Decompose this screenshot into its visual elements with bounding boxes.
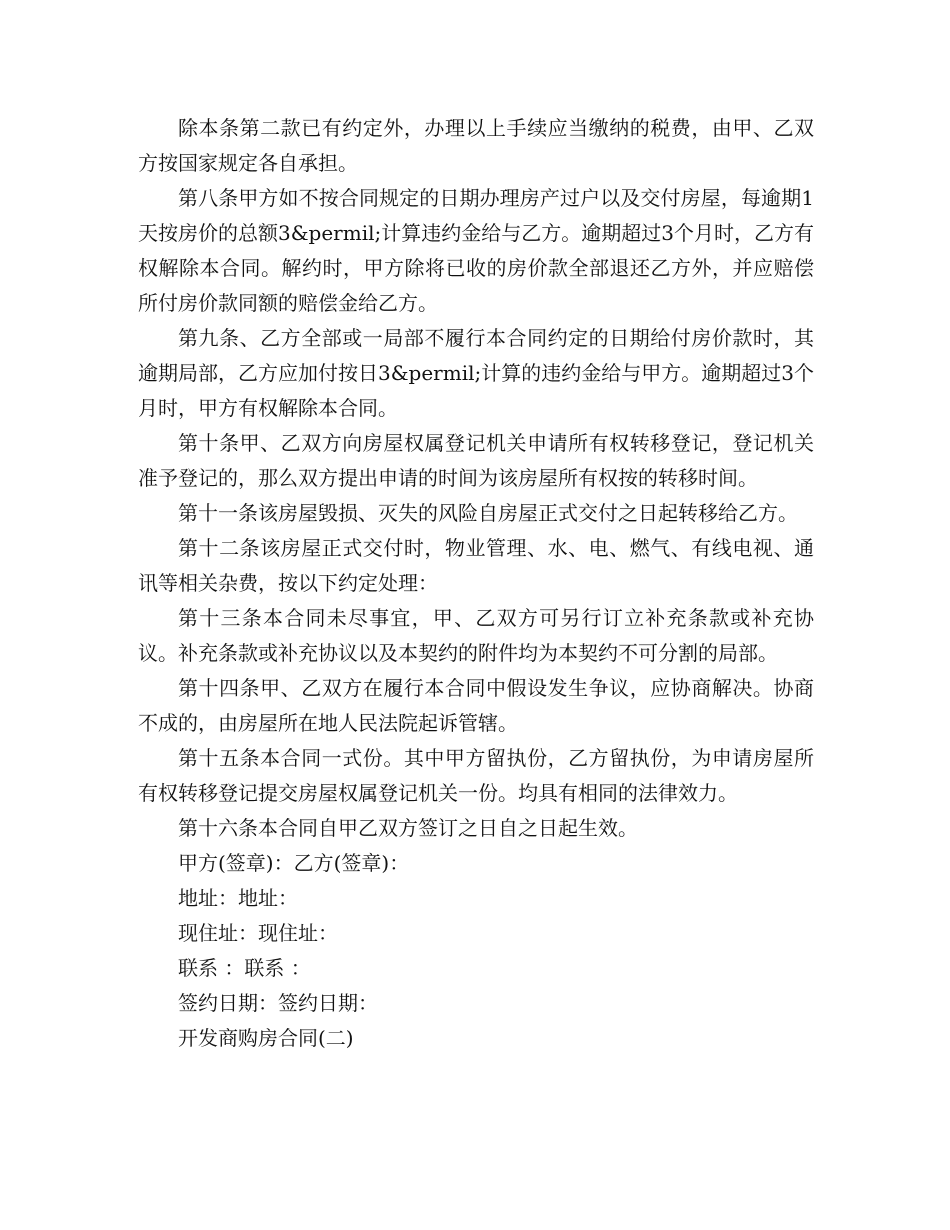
paragraph-article-12: 第十二条该房屋正式交付时，物业管理、水、电、燃气、有线电视、通讯等相关杂费，按以下约定处理： bbox=[138, 536, 814, 595]
paragraph-article-8: 第八条甲方如不按合同规定的日期办理房产过户以及交付房屋，每逾期1天按房价的总额3&permil;计算违约金给与乙方。逾期超过3个月时，乙方有权解除本合同。解约时，甲方除将已收的房价款全部退还乙方外，并应赔偿所付房价款同额的赔偿金给乙方。 bbox=[138, 186, 814, 315]
paragraph-tax-fees: 除本条第二款已有约定外，办理以上手续应当缴纳的税费，由甲、乙双方按国家规定各自承担。 bbox=[138, 116, 814, 175]
signing-date-line: 签约日期：签约日期： bbox=[178, 991, 378, 1015]
address-line: 地址：地址： bbox=[178, 886, 298, 910]
paragraph-article-15: 第十五条本合同一式份。其中甲方留执份，乙方留执份，为申请房屋所有权转移登记提交房屋权属登记机关一份。均具有相同的法律效力。 bbox=[138, 746, 814, 805]
paragraph-article-16: 第十六条本合同自甲乙双方签订之日自之日起生效。 bbox=[178, 816, 638, 840]
document-body bbox=[138, 111, 814, 1056]
paragraph-article-9: 第九条、乙方全部或一局部不履行本合同约定的日期给付房价款时，其逾期局部，乙方应加付按日3&permil;计算的违约金给与甲方。逾期超过3个月时，甲方有权解除本合同。 bbox=[138, 326, 814, 420]
current-address-line: 现住址：现住址： bbox=[178, 921, 338, 945]
paragraph-article-11: 第十一条该房屋毁损、灭失的风险自房屋正式交付之日起转移给乙方。 bbox=[178, 501, 798, 525]
signature-line: 甲方(签章)：乙方(签章)： bbox=[178, 851, 410, 875]
section-heading: 开发商购房合同(二) bbox=[178, 1026, 354, 1050]
contact-line: 联系 ：联系 ： bbox=[178, 956, 311, 980]
paragraph-article-10: 第十条甲、乙双方向房屋权属登记机关申请所有权转移登记，登记机关准予登记的，那么双方提出申请的时间为该房屋所有权按的转移时间。 bbox=[138, 431, 814, 490]
paragraph-article-14: 第十四条甲、乙双方在履行本合同中假设发生争议，应协商解决。协商不成的，由房屋所在地人民法院起诉管辖。 bbox=[138, 676, 814, 735]
paragraph-article-13: 第十三条本合同未尽事宜，甲、乙双方可另行订立补充条款或补充协议。补充条款或补充协议以及本契约的附件均为本契约不可分割的局部。 bbox=[138, 606, 814, 665]
